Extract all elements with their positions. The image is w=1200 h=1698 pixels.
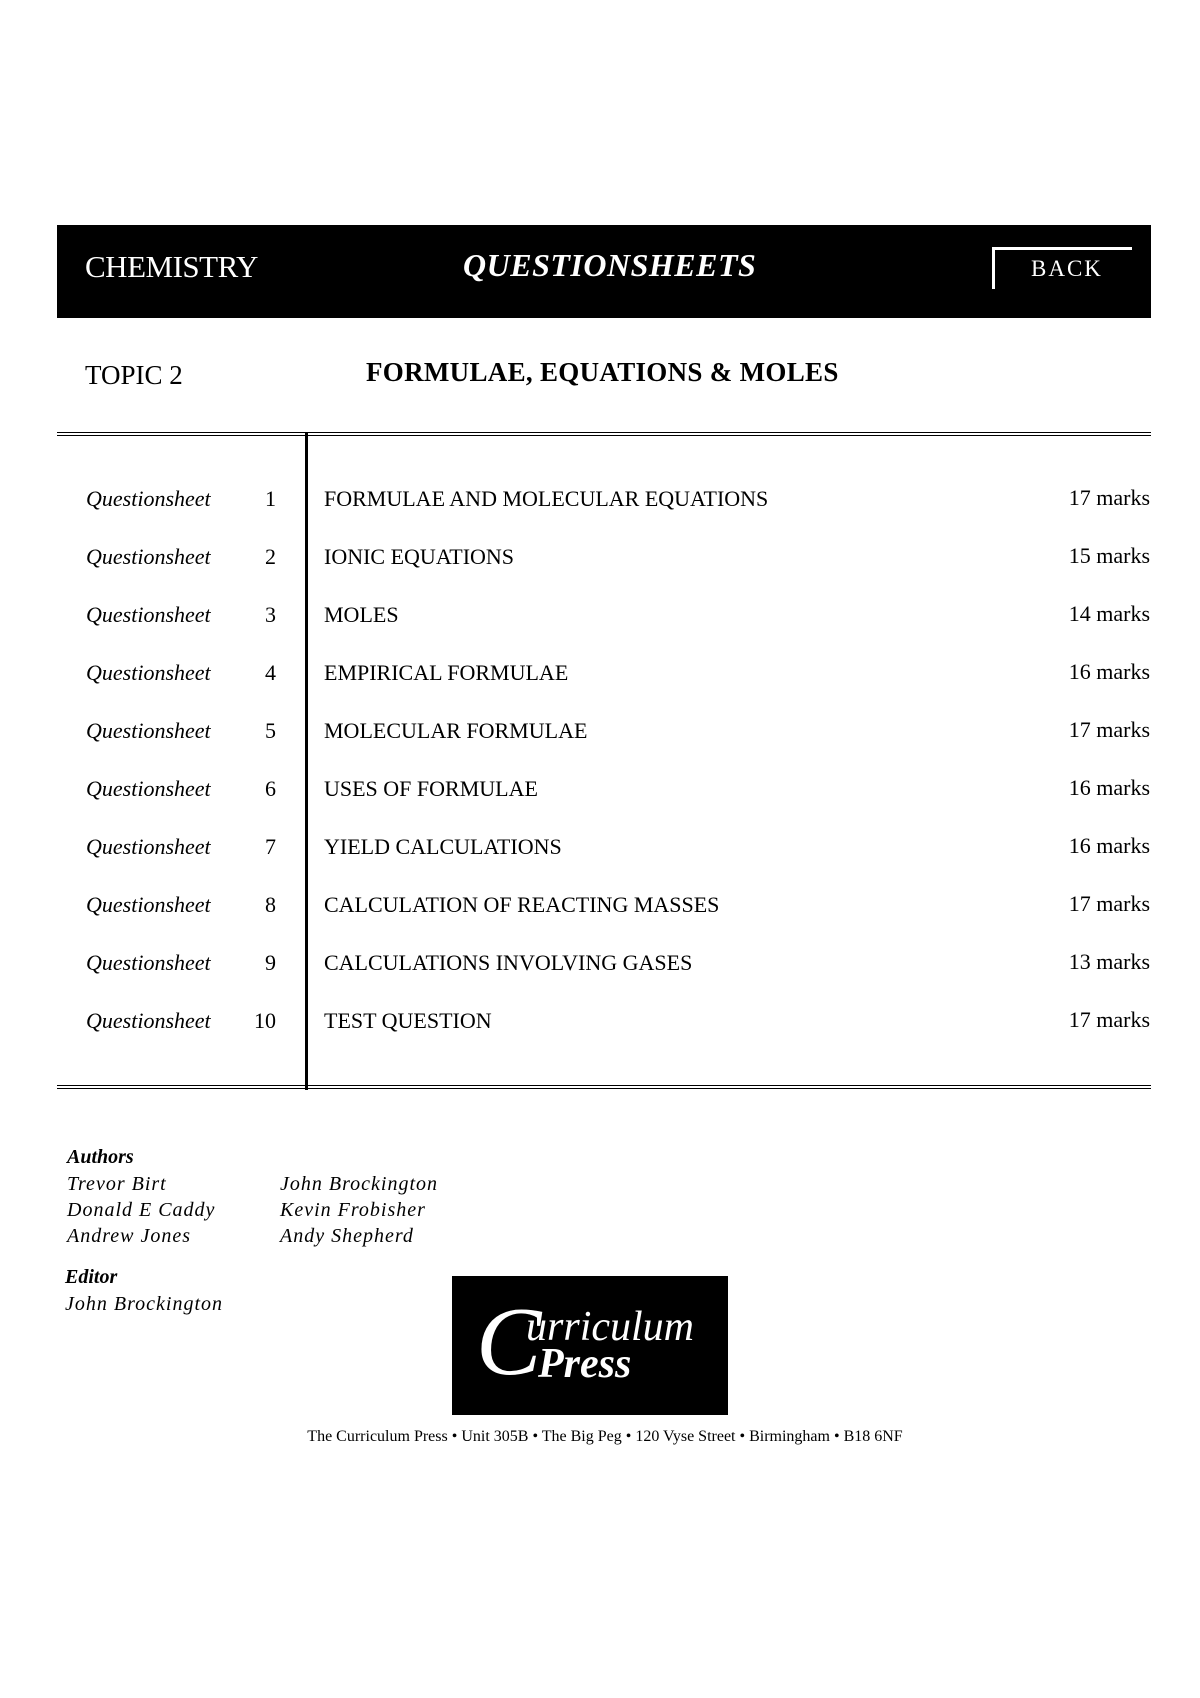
questionsheet-word: Questionsheet (86, 892, 211, 917)
questionsheet-row[interactable] (0, 1002, 1200, 1042)
questionsheet-row[interactable] (0, 886, 1200, 926)
questionsheet-row[interactable] (0, 944, 1200, 984)
editor-heading: Editor (65, 1266, 118, 1288)
authors-heading: Authors (67, 1146, 134, 1168)
author-name: John Brockington (280, 1173, 439, 1195)
questionsheet-marks: 17 marks (1068, 1007, 1150, 1032)
questionsheet-title: MOLECULAR FORMULAE (324, 718, 588, 743)
questionsheet-word: Questionsheet (86, 602, 211, 627)
questionsheet-title: EMPIRICAL FORMULAE (324, 660, 569, 685)
back-label: BACK (1031, 256, 1103, 281)
questionsheet-marks: 16 marks (1068, 775, 1150, 800)
questionsheet-marks: 14 marks (1068, 601, 1150, 626)
header-bar (57, 225, 1151, 318)
questionsheet-number: 6 (265, 776, 276, 801)
topic-label: TOPIC 2 (85, 360, 183, 390)
author-name: Andy Shepherd (280, 1225, 414, 1247)
questionsheet-title: MOLES (324, 602, 399, 627)
questionsheet-number: 1 (265, 486, 276, 511)
author-name: Donald E Caddy (67, 1199, 216, 1221)
questionsheet-word: Questionsheet (86, 1008, 211, 1033)
questionsheet-marks: 16 marks (1068, 833, 1150, 858)
logo-line2: Press (538, 1341, 632, 1387)
questionsheet-number: 4 (265, 660, 276, 685)
questionsheet-word: Questionsheet (86, 660, 211, 685)
author-name: Andrew Jones (67, 1225, 192, 1247)
author-name: Kevin Frobisher (280, 1199, 426, 1221)
questionsheet-marks: 16 marks (1068, 659, 1150, 684)
questionsheet-title: FORMULAE AND MOLECULAR EQUATIONS (324, 486, 769, 511)
questionsheet-row[interactable] (0, 538, 1200, 578)
questionsheet-number: 8 (265, 892, 276, 917)
questionsheet-word: Questionsheet (86, 718, 211, 743)
questionsheet-number: 9 (265, 950, 276, 975)
questionsheet-row[interactable] (0, 770, 1200, 810)
questionsheet-number: 10 (254, 1008, 276, 1033)
editor-name: John Brockington (65, 1293, 224, 1315)
questionsheet-title: TEST QUESTION (324, 1008, 492, 1033)
table-bottom-rule (57, 1085, 1151, 1089)
table-divider (305, 432, 308, 1090)
series-title: QUESTIONSHEETS (463, 247, 757, 283)
back-button[interactable] (992, 247, 1132, 289)
questionsheet-number: 5 (265, 718, 276, 743)
questionsheet-word: Questionsheet (86, 776, 211, 801)
questionsheet-marks: 17 marks (1068, 485, 1150, 510)
logo-initial-c: C (476, 1288, 542, 1396)
subject-title: CHEMISTRY (85, 249, 258, 284)
questionsheet-title: IONIC EQUATIONS (324, 544, 515, 569)
questionsheet-number: 2 (265, 544, 276, 569)
questionsheet-number: 3 (265, 602, 276, 627)
questionsheet-row[interactable] (0, 480, 1200, 520)
questionsheet-marks: 13 marks (1068, 949, 1150, 974)
publisher-address: The Curriculum Press • Unit 305B • The Big Peg • 120 Vyse Street • Birmingham • B18 6NF (307, 1428, 903, 1445)
questionsheet-title: YIELD CALCULATIONS (324, 834, 562, 859)
questionsheet-row[interactable] (0, 712, 1200, 752)
questionsheet-word: Questionsheet (86, 544, 211, 569)
questionsheet-title: USES OF FORMULAE (324, 776, 538, 801)
questionsheet-row[interactable] (0, 596, 1200, 636)
questionsheet-number: 7 (265, 834, 276, 859)
logo-mark (452, 1276, 728, 1415)
questionsheet-word: Questionsheet (86, 486, 211, 511)
questionsheet-marks: 15 marks (1068, 543, 1150, 568)
curriculum-press-logo (452, 1276, 728, 1415)
questionsheet-word: Questionsheet (86, 834, 211, 859)
questionsheet-title: CALCULATION OF REACTING MASSES (324, 892, 720, 917)
questionsheet-row[interactable] (0, 828, 1200, 868)
topic-title: FORMULAE, EQUATIONS & MOLES (366, 357, 839, 387)
logo-line1: urriculum (526, 1304, 694, 1350)
table-top-rule (57, 432, 1151, 436)
questionsheet-word: Questionsheet (86, 950, 211, 975)
questionsheet-marks: 17 marks (1068, 717, 1150, 742)
questionsheet-row[interactable] (0, 654, 1200, 694)
author-name: Trevor Birt (67, 1173, 167, 1195)
questionsheet-title: CALCULATIONS INVOLVING GASES (324, 950, 693, 975)
questionsheet-marks: 17 marks (1068, 891, 1150, 916)
